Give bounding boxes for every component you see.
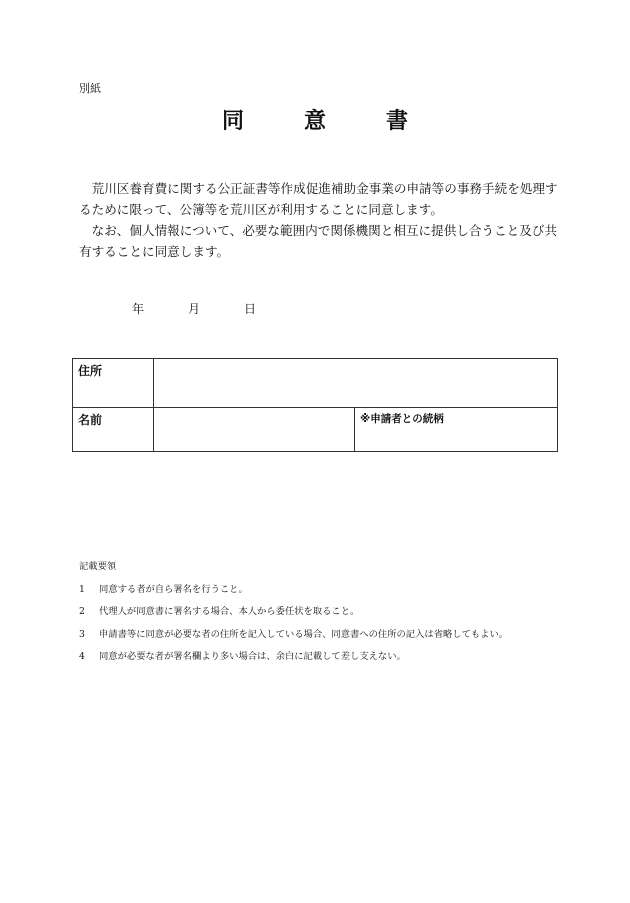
consent-paragraph-2: なお、個人情報について、必要な範囲内で関係機関と相互に提供し合うこと及び共有することに同意します。 xyxy=(79,223,558,259)
relationship-field[interactable] xyxy=(355,408,558,452)
address-label: 住所 xyxy=(73,359,154,408)
attachment-label: 別紙 xyxy=(79,82,101,95)
instruction-item xyxy=(79,601,508,624)
date-year-label: 年 xyxy=(132,302,145,316)
signature-table xyxy=(72,358,558,452)
date-month-label: 月 xyxy=(188,302,201,316)
address-row xyxy=(73,359,558,408)
date-row xyxy=(132,300,256,317)
instruction-text: 同意が必要な者が署名欄より多い場合は、余白に記載して差し支えない。 xyxy=(99,651,406,662)
instruction-number: 4 xyxy=(79,651,85,662)
instruction-number: 2 xyxy=(79,606,85,617)
instruction-item xyxy=(79,624,508,647)
date-day-label: 日 xyxy=(244,302,257,316)
instruction-number: 3 xyxy=(79,628,85,640)
name-row xyxy=(73,408,558,452)
name-label: 名前 xyxy=(73,408,154,452)
instruction-text: 申請書等に同意が必要な者の住所を記入している場合、同意書への住所の記入は省略してもよい。 xyxy=(99,628,509,640)
name-field[interactable] xyxy=(154,408,355,452)
instruction-item xyxy=(79,646,508,669)
instruction-number: 1 xyxy=(79,583,85,595)
consent-statement xyxy=(79,178,559,262)
consent-paragraph-1: 荒川区養育費に関する公正証書等作成促進補助金事業の申請等の事務手続を処理するために限って、公簿等を荒川区が利用することに同意します。 xyxy=(79,181,558,217)
relationship-label: ※申請者との続柄 xyxy=(360,413,444,425)
instruction-item xyxy=(79,579,508,602)
address-field[interactable] xyxy=(154,359,558,408)
instruction-text: 代理人が同意書に署名する場合、本人から委任状を取ること。 xyxy=(99,606,360,617)
instruction-text: 同意する者が自ら署名を行うこと。 xyxy=(99,583,248,595)
document-title: 同意書 xyxy=(221,109,468,134)
instructions-heading: 記載要領 xyxy=(79,561,117,572)
instructions-section xyxy=(79,556,508,669)
